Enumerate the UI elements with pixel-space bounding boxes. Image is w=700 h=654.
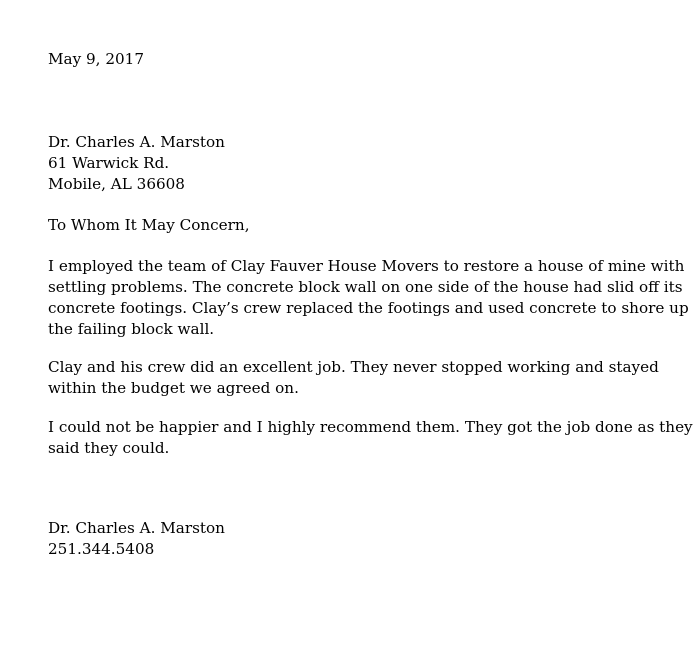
paragraph-2-line-1: Clay and his crew did an excellent job. They never stopped working and stayed	[48, 358, 659, 376]
paragraph-3-line-1: I could not be happier and I highly recommend them. They got the job done as they	[48, 418, 693, 436]
signature-phone: 251.344.5408	[48, 540, 155, 558]
paragraph-3-line-2: said they could.	[48, 439, 170, 457]
paragraph-1-line-2: settling problems. The concrete block wall on one side of the house had slid off its	[48, 278, 683, 296]
recipient-city-state-zip: Mobile, AL 36608	[48, 175, 185, 193]
paragraph-1-line-3: concrete footings. Clay’s crew replaced the footings and used concrete to shore up	[48, 299, 689, 317]
recipient-name: Dr. Charles A. Marston	[48, 133, 225, 151]
salutation: To Whom It May Concern,	[48, 216, 250, 234]
paragraph-1-line-1: I employed the team of Clay Fauver House Movers to restore a house of mine with	[48, 257, 685, 275]
signature-name: Dr. Charles A. Marston	[48, 519, 225, 537]
paragraph-1-line-4: the failing block wall.	[48, 320, 215, 338]
letter-date: May 9, 2017	[48, 50, 144, 68]
recipient-street: 61 Warwick Rd.	[48, 154, 170, 172]
paragraph-2-line-2: within the budget we agreed on.	[48, 379, 299, 397]
